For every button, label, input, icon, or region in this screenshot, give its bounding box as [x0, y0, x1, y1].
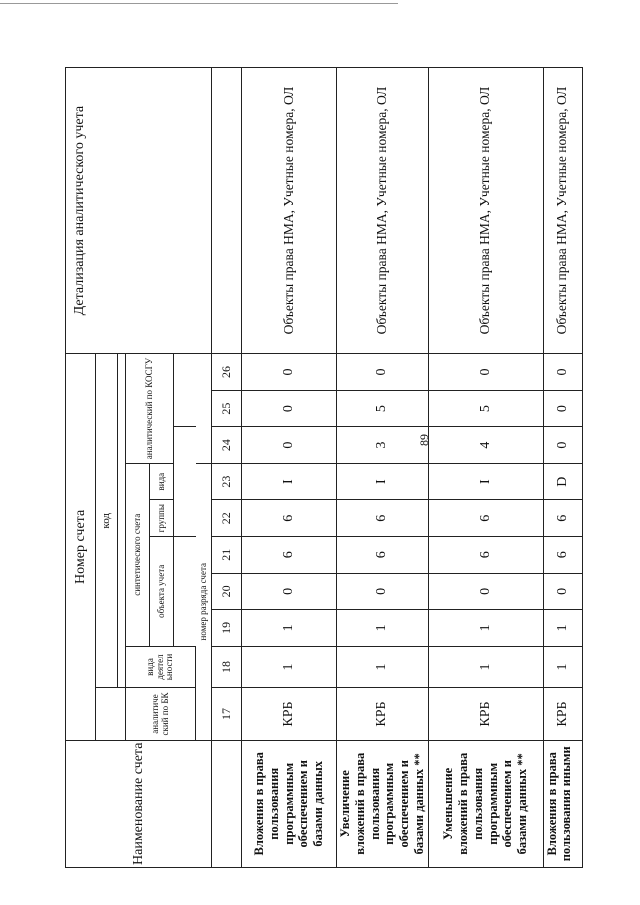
header-code: код: [96, 354, 118, 688]
cell-17: КРБ: [337, 688, 429, 740]
cell-22: 6: [242, 500, 337, 537]
header-analytic-bk: аналитиче ский по БК: [126, 688, 196, 740]
cell-18: 1: [543, 646, 582, 688]
row-name: Уменьшение вложений в права пользования программным обеспечением и базами данных **: [428, 740, 543, 867]
header-activity-type: вида деятел ьности: [126, 646, 196, 688]
table-row: [242, 68, 337, 868]
header-gap-kosgu: [174, 536, 196, 646]
row-name: Вложения в права пользования иными: [543, 740, 582, 867]
row-name: Вложения в права пользования программным обеспечением и базами данных: [242, 740, 337, 867]
cell-20: 0: [337, 573, 429, 610]
row-detail: Объекты права НМА, Учетные номера, ОЛ: [428, 68, 543, 354]
cell-24: 0: [242, 427, 337, 464]
digit-24: 24: [212, 427, 242, 464]
digit-19: 19: [212, 610, 242, 647]
top-rule: [0, 3, 398, 4]
row-detail: Объекты права НМА, Учетные номера, ОЛ: [337, 68, 429, 354]
cell-20: 0: [428, 573, 543, 610]
cell-18: 1: [428, 646, 543, 688]
cell-26: 0: [428, 354, 543, 391]
header-analytic-detail: Детализация аналитического учета: [66, 68, 212, 354]
cell-19: 1: [337, 610, 429, 647]
cell-21: 6: [242, 536, 337, 573]
cell-22: 6: [428, 500, 543, 537]
cell-26: 0: [337, 354, 429, 391]
page-number: 89: [417, 434, 431, 446]
header-gap-row: [118, 354, 126, 688]
cell-24: 0: [543, 427, 582, 464]
header-kind: вида: [150, 463, 174, 500]
cell-19: 1: [428, 610, 543, 647]
cell-22: 6: [543, 500, 582, 537]
digit-gap-name: [212, 740, 242, 867]
header-account-number: Номер счета: [66, 354, 96, 740]
digit-26: 26: [212, 354, 242, 391]
cell-26: 0: [543, 354, 582, 391]
cell-23: I: [242, 463, 337, 500]
row-detail: Объекты права НМА, Учетные номера, ОЛ: [242, 68, 337, 354]
header-digit-number: номер разряда счета: [196, 463, 212, 740]
rotated-table-container: [65, 67, 575, 868]
digit-23: 23: [212, 463, 242, 500]
cell-23: I: [428, 463, 543, 500]
cell-25: 5: [337, 390, 429, 427]
header-analytic-kosgu: аналитический по КОСГУ: [126, 354, 174, 464]
header-account-name: Наименование счета: [66, 740, 212, 867]
header-gap-kosgu-2: [174, 427, 196, 537]
header-account-object: объекта учета: [150, 536, 174, 646]
header-gap-left: [96, 688, 126, 740]
table-row: [543, 68, 582, 868]
cell-24: 3: [337, 427, 429, 464]
digit-gap-detail: [212, 68, 242, 354]
row-detail: Объекты права НМА, Учетные номера, ОЛ: [543, 68, 582, 354]
cell-19: 1: [242, 610, 337, 647]
cell-17: КРБ: [543, 688, 582, 740]
account-table: [65, 67, 583, 868]
digit-22: 22: [212, 500, 242, 537]
cell-21: 6: [337, 536, 429, 573]
header-synthetic-account: синтетического счета: [126, 463, 150, 646]
cell-18: 1: [337, 646, 429, 688]
cell-17: КРБ: [428, 688, 543, 740]
cell-26: 0: [242, 354, 337, 391]
cell-20: 0: [242, 573, 337, 610]
cell-19: 1: [543, 610, 582, 647]
cell-23: I: [337, 463, 429, 500]
table-row: [428, 68, 543, 868]
digit-25: 25: [212, 390, 242, 427]
digit-20: 20: [212, 573, 242, 610]
digit-21: 21: [212, 536, 242, 573]
digit-18: 18: [212, 646, 242, 688]
cell-25: 5: [428, 390, 543, 427]
header-group: группы: [150, 500, 174, 537]
cell-24: 4: [428, 427, 543, 464]
cell-25: 0: [543, 390, 582, 427]
cell-21: 6: [543, 536, 582, 573]
row-name: Увеличение вложений в права пользования программным обеспечением и базами данных **: [337, 740, 429, 867]
cell-25: 0: [242, 390, 337, 427]
cell-22: 6: [337, 500, 429, 537]
table-row: [337, 68, 429, 868]
digit-17: 17: [212, 688, 242, 740]
cell-23: D: [543, 463, 582, 500]
cell-18: 1: [242, 646, 337, 688]
cell-20: 0: [543, 573, 582, 610]
cell-21: 6: [428, 536, 543, 573]
cell-17: КРБ: [242, 688, 337, 740]
